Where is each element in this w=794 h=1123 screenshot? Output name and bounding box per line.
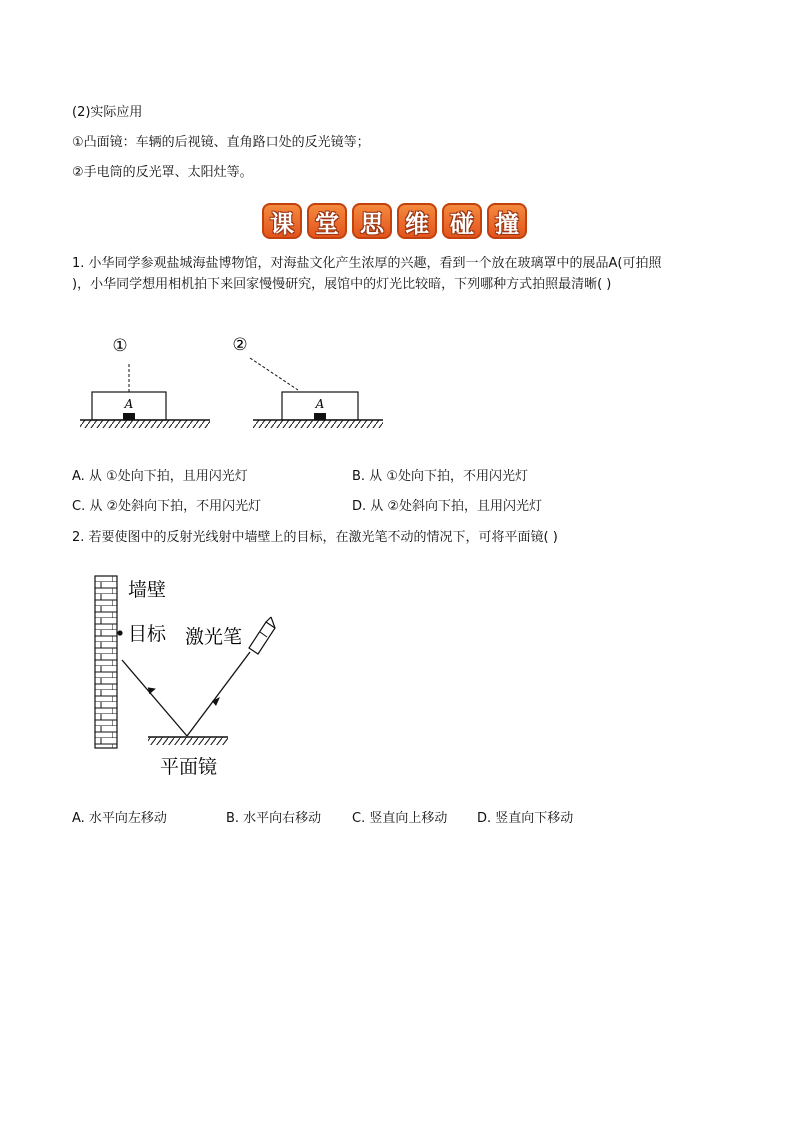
banner-char: 维 — [397, 203, 437, 239]
section-heading: (2)实际应用 — [72, 105, 143, 120]
position-mark-2: ② — [232, 335, 248, 355]
q1-option-d[interactable]: D. 从 ②处斜向下拍，且用闪光灯 — [352, 499, 543, 514]
banner-char: 撞 — [487, 203, 527, 239]
q1-text-line1: 1. 小华同学参观盐城海盐博物馆，对海盐文化产生浓厚的兴趣，看到一个放在玻璃罩中的展品A(可拍照 — [72, 256, 662, 271]
exhibit-label: A — [124, 397, 134, 411]
target-dot — [117, 630, 122, 635]
mirror-label: 平面镜 — [160, 756, 218, 778]
exhibit-a — [314, 413, 326, 420]
incident-ray — [187, 652, 250, 736]
q2-option-d[interactable]: D. 竖直向下移动 — [477, 811, 574, 826]
application-item-1: ①凸面镜：车辆的后视镜、直角路口处的反光镜等； — [72, 135, 370, 150]
banner-char: 堂 — [307, 203, 347, 239]
application-item-2: ②手电筒的反光罩、太阳灶等。 — [72, 165, 253, 180]
q1-text-line2: )，小华同学想用相机拍下来回家慢慢研究，展馆中的灯光比较暗，下列哪种方式拍照最清晰( ) — [72, 277, 612, 292]
target-label: 目标 — [128, 623, 167, 645]
q1-option-c[interactable]: C. 从 ②处斜向下拍，不用闪光灯 — [72, 499, 262, 514]
banner-char: 思 — [352, 203, 392, 239]
laser-pen — [249, 617, 275, 654]
q2-option-b[interactable]: B. 水平向右移动 — [226, 811, 322, 826]
q2-text-line1: 2. 若要使图中的反射光线射中墙壁上的目标，在激光笔不动的情况下，可将平面镜( ) — [72, 530, 558, 545]
q2-option-a[interactable]: A. 水平向左移动 — [72, 811, 167, 826]
brick-wall — [95, 576, 117, 748]
q1-option-b[interactable]: B. 从 ①处向下拍，不用闪光灯 — [352, 469, 528, 484]
banner-char: 碰 — [442, 203, 482, 239]
banner-char: 课 — [262, 203, 302, 239]
laser-label: 激光笔 — [185, 626, 243, 648]
q1-figure — [70, 328, 390, 438]
q1-option-a[interactable]: A. 从 ①处向下拍，且用闪光灯 — [72, 469, 248, 484]
q2-option-c[interactable]: C. 竖直向上移动 — [352, 811, 448, 826]
q2-figure — [90, 570, 290, 780]
reflected-ray — [122, 660, 187, 736]
exhibit-label: A — [315, 397, 325, 411]
position-mark-1: ① — [112, 336, 128, 356]
classroom-banner — [258, 199, 534, 243]
wall-label: 墙壁 — [128, 579, 167, 601]
exhibit-a — [123, 413, 135, 420]
